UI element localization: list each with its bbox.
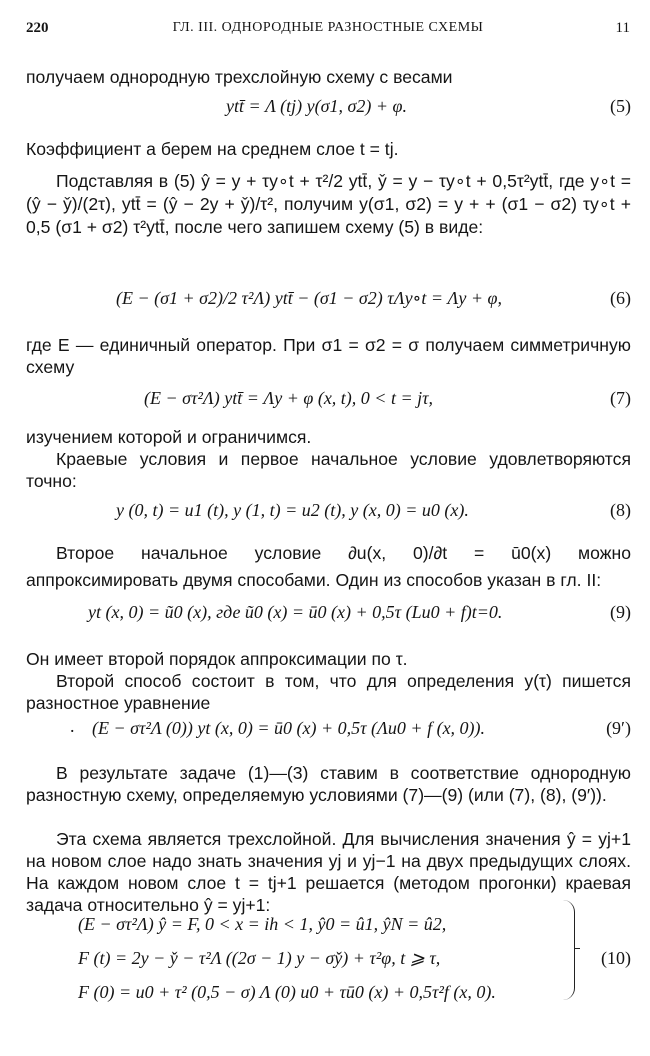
paragraph-2: Коэффициент a берем на среднем слое t = tj.: [26, 139, 399, 159]
equation-5: [26, 96, 631, 126]
equation-5-body: ytt̄ = Λ (tj) y(σ1, σ2) + φ.: [226, 96, 408, 116]
equation-8-tag: (8): [610, 500, 631, 520]
equation-6-tag: (6): [610, 288, 631, 308]
equation-10-line-3: [26, 982, 631, 1012]
equation-9-prime: [26, 718, 631, 748]
equation-10-line-1-body: (E − στ²Λ) ŷ = F, 0 < x = ih < 1, ŷ0 = û1, ŷN = û2,: [78, 914, 447, 934]
chapter-title: ГЛ. III. ОДНОРОДНЫЕ РАЗНОСТНЫЕ СХЕМЫ: [172, 20, 484, 35]
paragraph-7: Второе начальное условие ∂u(x, 0)/∂t = ū0(x) можно аппроксимировать двумя способами. Один из способов указан в гл. II:: [26, 543, 631, 590]
margin-dot: .: [70, 716, 75, 736]
equation-9-prime-body: (E − στ²Λ (0)) yt (x, 0) = ū0 (x) + 0,5τ (Λu0 + f (x, 0)).: [92, 718, 486, 738]
equation-8-body: y (0, t) = u1 (t), y (1, t) = u2 (t), y (x, 0) = u0 (x).: [116, 500, 469, 520]
paragraph-8: Он имеет второй порядок аппроксимации по τ.: [26, 649, 408, 669]
equation-7: [26, 388, 631, 418]
equation-7-tag: (7): [610, 388, 631, 408]
paragraph-5: изучением которой и ограничимся.: [26, 427, 312, 447]
equation-10-line-3-body: F (0) = u0 + τ² (0,5 − σ) Λ (0) u0 + τū0 (x) + 0,5τ²f (x, 0).: [78, 982, 496, 1002]
equation-5-tag: (5): [610, 96, 631, 116]
running-header: [26, 20, 630, 42]
equation-9: [26, 602, 631, 632]
equation-9-prime-tag: (9′): [606, 718, 631, 738]
equation-10-line-1: [26, 914, 631, 944]
equation-6: [26, 288, 631, 318]
paragraph-6: Краевые условия и первое начальное условие удовлетворяются точно:: [26, 449, 631, 491]
equation-10-line-2-body: F (t) = 2y − y̌ − τ²Λ ((2σ − 1) y − σy̌) + τ²φ, t ⩾ τ,: [78, 948, 441, 968]
paragraph-10: В результате задаче (1)—(3) ставим в соответствие однородную разностную схему, определяемую условиями (7)—(9) (или (7), (8), (9′)).: [26, 763, 631, 805]
equation-8: [26, 500, 631, 530]
paragraph-1: получаем однородную трехслойную схему с весами: [26, 67, 453, 87]
system-brace: [560, 900, 575, 1000]
equation-9-tag: (9): [610, 602, 631, 622]
page-number: 220: [26, 20, 49, 36]
system-brace-tip: [574, 948, 580, 949]
paragraph-11: Эта схема является трехслойной. Для вычисления значения ŷ = yj+1 на новом слое надо знать значения yj и yj−1 на двух предыдущих слоях. На каждом новом слое t = tj+1 решается (методом прогонки) краевая задача относительно ŷ = yj+1:: [26, 829, 631, 915]
paragraph-3: Подставляя в (5) ŷ = y + τy∘t + τ²/2 ytt̄, y̌ = y − τy∘t + 0,5τ²ytt̄, где y∘t = (ŷ − y̌)/(2τ), ytt̄ = (ŷ − 2y + y̌)/τ², получим y(σ1, σ2) = y + + (σ1 − σ2) τy∘t + 0,5 (σ1 + σ2) τ²ytt̄, после чего запишем схему (5) в виде:: [26, 171, 631, 237]
equation-9-body: yt (x, 0) = ũ0 (x), где ũ0 (x) = ū0 (x) + 0,5τ (Lu0 + f)t=0.: [88, 602, 503, 622]
header-right-mark: 11: [615, 20, 630, 36]
equation-7-body: (E − στ²Λ) ytt̄ = Λy + φ (x, t), 0 < t = jτ,: [144, 388, 434, 408]
equation-10-line-2: [26, 948, 631, 978]
equation-6-body: (E − (σ1 + σ2)/2 τ²Λ) ytt̄ − (σ1 − σ2) τΛy∘t = Λy + φ,: [116, 288, 502, 308]
paragraph-9: Второй способ состоит в том, что для определения y(τ) пишется разностное уравнение: [26, 671, 631, 713]
equation-10-tag: (10): [601, 948, 631, 968]
paragraph-4: где E — единичный оператор. При σ1 = σ2 = σ получаем симметричную схему: [26, 335, 631, 377]
